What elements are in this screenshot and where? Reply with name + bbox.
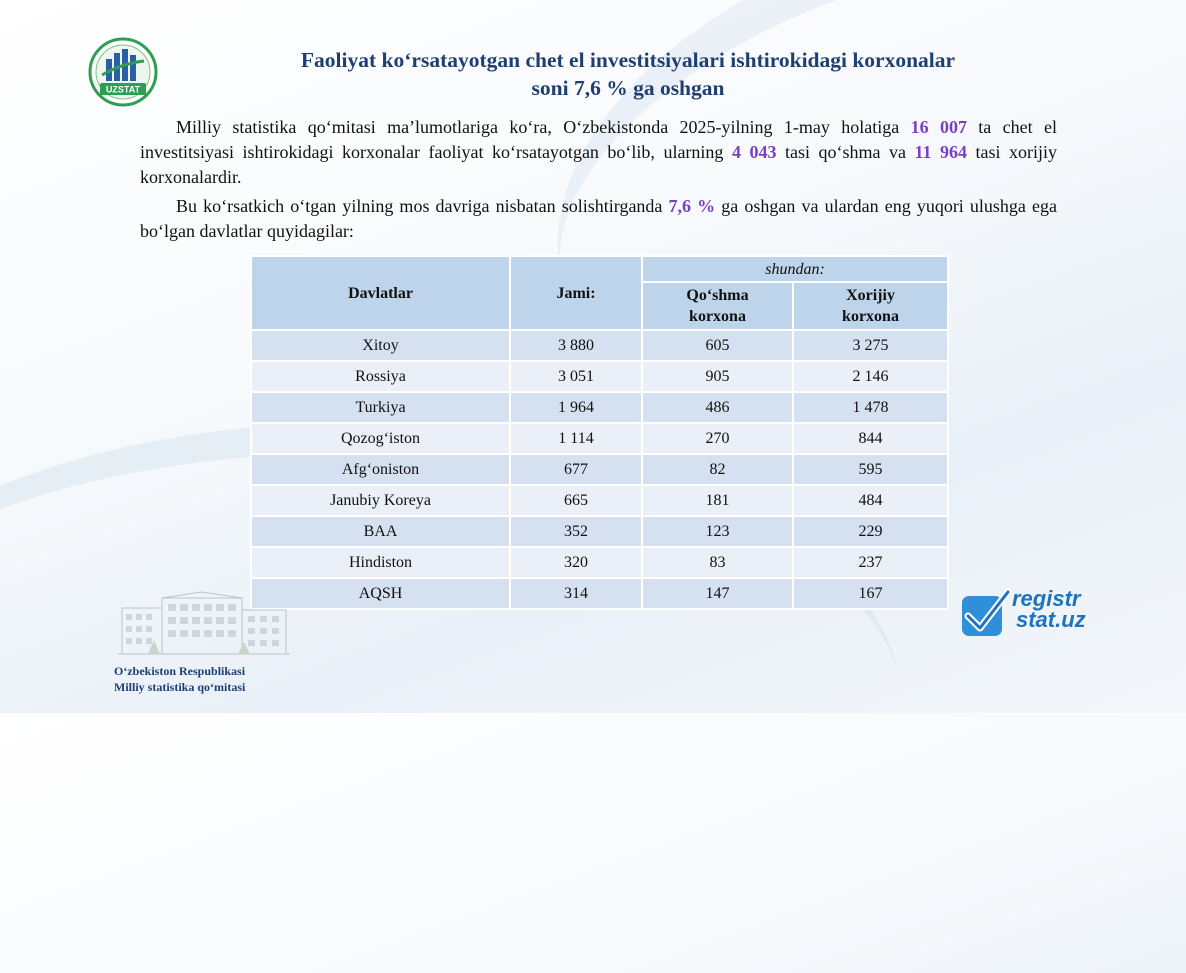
cell-total: 352 xyxy=(510,516,642,547)
table-row xyxy=(251,361,948,392)
growth-paragraph xyxy=(140,194,1057,244)
header-foreign: Xorijiy korxona xyxy=(793,282,948,330)
p1-joint-enterprises: 4 043 xyxy=(731,142,777,162)
page-title xyxy=(200,46,1056,102)
cell-country: Afgʻoniston xyxy=(251,454,510,485)
p1-text-1: Milliy statistika qoʻmitasi maʼlumotlariga koʻra, Oʻzbekistonda 2025-yilning 1-may holatiga xyxy=(176,117,911,137)
table-row xyxy=(251,392,948,423)
cell-country: BAA xyxy=(251,516,510,547)
cell-foreign: 595 xyxy=(793,454,948,485)
p2-growth-percent: 7,6 % xyxy=(668,196,716,216)
cell-country: Xitoy xyxy=(251,330,510,361)
table-row xyxy=(251,516,948,547)
cell-foreign: 237 xyxy=(793,547,948,578)
countries-table xyxy=(250,255,949,610)
title-line-2: soni 7,6 % ga oshgan xyxy=(531,76,725,100)
cell-joint: 486 xyxy=(642,392,793,423)
table-row xyxy=(251,454,948,485)
header-joint: Qoʻshma korxona xyxy=(642,282,793,330)
cell-joint: 82 xyxy=(642,454,793,485)
uzstat-logo xyxy=(88,37,158,107)
cell-total: 1 964 xyxy=(510,392,642,423)
building-icon xyxy=(118,590,290,658)
cell-total: 665 xyxy=(510,485,642,516)
registr-line-1: registr xyxy=(1012,586,1081,611)
p1-text-3: tasi qoʻshma va xyxy=(776,142,915,162)
cell-foreign: 844 xyxy=(793,423,948,454)
p2-text-1: Bu koʻrsatkich oʻtgan yilning mos davriga nisbatan solishtirganda xyxy=(176,196,669,216)
cell-foreign: 229 xyxy=(793,516,948,547)
p2-text-2: ga oshgan va ulardan eng yuqori ulushga ega boʻlgan davlatlar quyidagilar: xyxy=(140,196,1058,241)
p1-text-4: tasi xorijiy korxonalardir. xyxy=(140,142,1057,187)
cell-country: Hindiston xyxy=(251,547,510,578)
cell-country: Janubiy Koreya xyxy=(251,485,510,516)
header-country: Davlatlar xyxy=(251,256,510,330)
table-row xyxy=(251,423,948,454)
logo-text: UZSTAT xyxy=(105,84,141,95)
p1-total-enterprises: 16 007 xyxy=(910,117,967,137)
cell-total: 1 114 xyxy=(510,423,642,454)
intro-paragraph xyxy=(140,115,1057,190)
cell-total: 677 xyxy=(510,454,642,485)
cell-country: Qozogʻiston xyxy=(251,423,510,454)
cell-foreign: 167 xyxy=(793,578,948,609)
registr-line-2: stat.uz xyxy=(1016,607,1086,632)
cell-foreign: 484 xyxy=(793,485,948,516)
footer-organization xyxy=(114,663,245,695)
cell-joint: 147 xyxy=(642,578,793,609)
header-total: Jami: xyxy=(510,256,642,330)
registr-stat-logo-text xyxy=(1012,588,1086,630)
cell-country: Turkiya xyxy=(251,392,510,423)
header-shundan: shundan: xyxy=(642,256,948,282)
p1-foreign-enterprises: 11 964 xyxy=(914,142,967,162)
p1-text-2: ta chet el investitsiyasi ishtirokidagi korxonalar faoliyat koʻrsatayotgan boʻlib, ularning xyxy=(140,117,1057,162)
table-row xyxy=(251,578,948,609)
cell-foreign: 1 478 xyxy=(793,392,948,423)
cell-joint: 123 xyxy=(642,516,793,547)
cell-joint: 905 xyxy=(642,361,793,392)
cell-joint: 270 xyxy=(642,423,793,454)
cell-total: 3 880 xyxy=(510,330,642,361)
table-row xyxy=(251,547,948,578)
table-row xyxy=(251,330,948,361)
cell-country: AQSH xyxy=(251,578,510,609)
cell-total: 314 xyxy=(510,578,642,609)
cell-joint: 605 xyxy=(642,330,793,361)
cell-joint: 83 xyxy=(642,547,793,578)
table-row xyxy=(251,485,948,516)
footer-line-2: Milliy statistika qoʻmitasi xyxy=(114,680,246,694)
footer-line-1: Oʻzbekiston Respublikasi xyxy=(114,664,246,678)
cell-country: Rossiya xyxy=(251,361,510,392)
cell-total: 320 xyxy=(510,547,642,578)
cell-joint: 181 xyxy=(642,485,793,516)
cell-foreign: 3 275 xyxy=(793,330,948,361)
cell-foreign: 2 146 xyxy=(793,361,948,392)
title-line-1: Faoliyat koʻrsatayotgan chet el investitsiyalari ishtirokidagi korxonalar xyxy=(300,48,956,72)
cell-total: 3 051 xyxy=(510,361,642,392)
